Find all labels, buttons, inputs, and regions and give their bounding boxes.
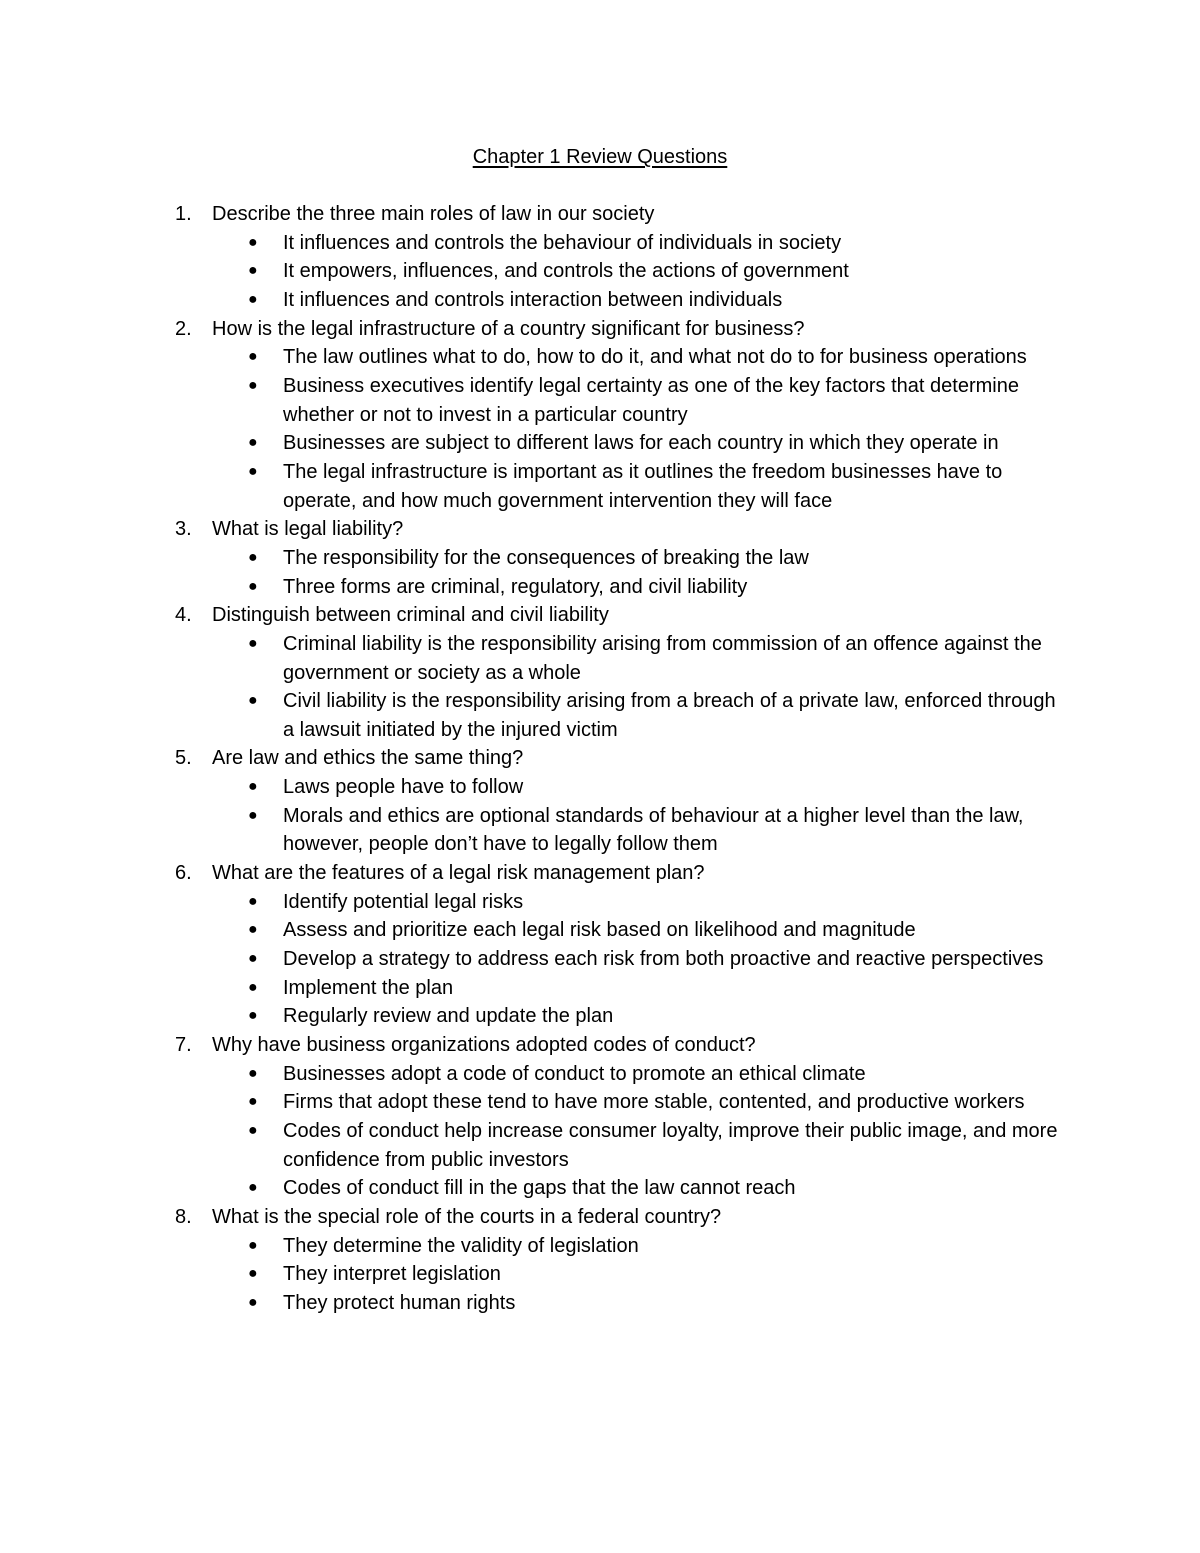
- answer-text: The legal infrastructure is important as it outlines the freedom businesses have to operate, and how much government intervention they will face: [283, 460, 1003, 512]
- answer-text: Civil liability is the responsibility arising from a breach of a private law, enforced through a lawsuit initiated by the injured victim: [283, 690, 1056, 741]
- answer-text: It influences and controls the behaviour of individuals in society: [283, 231, 842, 254]
- answer-text: Develop a strategy to address each risk from both proactive and reactive perspectives: [283, 948, 1044, 971]
- answer-item: [0, 1088, 1068, 1117]
- answer-text: The law outlines what to do, how to do it, and what not do to for business operations: [283, 346, 1027, 369]
- bullet-icon: ●: [248, 376, 258, 394]
- answer-text: They interpret legislation: [283, 1263, 501, 1286]
- answer-item: [0, 1117, 1068, 1174]
- question-number: 8.: [175, 1205, 192, 1228]
- bullet-icon: ●: [248, 634, 258, 652]
- answer-text: It empowers, influences, and controls the actions of government: [283, 260, 849, 283]
- bullet-icon: ●: [248, 348, 258, 366]
- question-item: [0, 315, 1200, 516]
- answer-item: [0, 257, 1068, 286]
- question-line: [0, 315, 1092, 344]
- answer-text: Laws people have to follow: [283, 776, 524, 799]
- bullet-icon: ●: [248, 950, 258, 968]
- question-number: 6.: [175, 862, 192, 885]
- answer-text: Businesses adopt a code of conduct to promote an ethical climate: [283, 1062, 866, 1085]
- answer-item: [0, 687, 1068, 744]
- answer-item: [0, 974, 1068, 1003]
- answer-item: [0, 945, 1068, 974]
- answer-text: They determine the validity of legislation: [283, 1234, 639, 1257]
- answer-text: Implement the plan: [283, 976, 454, 999]
- bullet-icon: ●: [248, 1236, 258, 1254]
- answer-text: The responsibility for the consequences of breaking the law: [283, 546, 809, 569]
- answer-item: [0, 802, 1068, 859]
- bullet-icon: ●: [248, 1179, 258, 1197]
- question-number: 4.: [175, 604, 192, 627]
- answer-item: [0, 888, 1068, 917]
- question-line: [0, 515, 1092, 544]
- bullet-icon: ●: [248, 892, 258, 910]
- bullet-icon: ●: [248, 692, 258, 710]
- question-line: [0, 200, 1092, 229]
- answer-list: [0, 630, 1200, 745]
- question-line: [0, 601, 1092, 630]
- bullet-icon: ●: [248, 1265, 258, 1283]
- question-number: 1.: [175, 203, 192, 225]
- answer-item: [0, 573, 1068, 602]
- question-number: 7.: [175, 1034, 192, 1057]
- bullet-icon: ●: [248, 778, 258, 796]
- answer-text: Codes of conduct fill in the gaps that the law cannot reach: [283, 1177, 796, 1200]
- question-text: Describe the three main roles of law in our society: [212, 203, 655, 225]
- answer-list: [0, 888, 1200, 1031]
- question-text: Why have business organizations adopted codes of conduct?: [212, 1034, 756, 1057]
- question-item: [0, 859, 1200, 1031]
- answer-item: [0, 916, 1068, 945]
- question-text: What is legal liability?: [212, 518, 404, 541]
- answer-item: [0, 1232, 1068, 1261]
- answer-text: Businesses are subject to different laws for each country in which they operate in: [283, 432, 999, 455]
- answer-item: [0, 1289, 1068, 1318]
- question-item: [0, 601, 1200, 744]
- answer-item: [0, 372, 1068, 429]
- question-line: [0, 1031, 1092, 1060]
- answer-item: [0, 429, 1068, 458]
- answer-list: [0, 343, 1200, 515]
- question-line: [0, 744, 1092, 773]
- bullet-icon: ●: [248, 921, 258, 939]
- answer-text: Regularly review and update the plan: [283, 1005, 614, 1028]
- answer-text: It influences and controls interaction between individuals: [283, 288, 783, 311]
- bullet-icon: ●: [248, 1122, 258, 1139]
- question-text: Are law and ethics the same thing?: [212, 747, 524, 770]
- answer-item: [0, 343, 1068, 372]
- answer-text: Firms that adopt these tend to have more stable, contented, and productive workers: [283, 1091, 1025, 1114]
- answer-text: Assess and prioritize each legal risk based on likelihood and magnitude: [283, 919, 916, 942]
- bullet-icon: ●: [248, 1293, 258, 1311]
- question-number: 2.: [175, 317, 192, 340]
- question-line: [0, 1203, 1092, 1232]
- bullet-icon: ●: [248, 434, 258, 452]
- answer-item: [0, 1174, 1068, 1203]
- answer-item: [0, 544, 1068, 573]
- bullet-icon: ●: [248, 577, 258, 595]
- question-text: Distinguish between criminal and civil liability: [212, 604, 609, 627]
- question-text: What are the features of a legal risk management plan?: [212, 862, 705, 885]
- answer-text: Business executives identify legal certainty as one of the key factors that determine whether or not to invest in a particular country: [283, 374, 1019, 426]
- answer-item: [0, 1260, 1068, 1289]
- answer-item: [0, 458, 1068, 515]
- bullet-icon: ●: [248, 1093, 258, 1111]
- answer-text: Three forms are criminal, regulatory, and civil liability: [283, 575, 748, 598]
- question-number: 3.: [175, 518, 192, 541]
- answer-text: Morals and ethics are optional standards of behaviour at a higher level than the law, however, people don’t have to legally follow them: [283, 804, 1024, 856]
- answer-list: [0, 773, 1200, 859]
- bullet-icon: ●: [248, 262, 258, 280]
- bullet-icon: ●: [248, 233, 258, 251]
- question-item: [0, 1031, 1200, 1203]
- questions-list: [0, 200, 1200, 1318]
- answer-item: [0, 773, 1068, 802]
- page-title: Chapter 1 Review Questions: [472, 146, 728, 168]
- answer-list: [0, 544, 1200, 601]
- question-item: [0, 744, 1200, 859]
- answer-item: [0, 630, 1068, 687]
- bullet-icon: ●: [248, 1007, 258, 1025]
- answer-list: [0, 229, 1200, 315]
- bullet-icon: ●: [248, 978, 258, 996]
- bullet-icon: ●: [248, 290, 258, 308]
- bullet-icon: ●: [248, 1064, 258, 1082]
- question-item: [0, 200, 1200, 315]
- answer-item: [0, 1060, 1068, 1089]
- answer-text: They protect human rights: [283, 1291, 516, 1314]
- bullet-icon: ●: [248, 806, 258, 824]
- answer-item: [0, 1002, 1068, 1031]
- answer-list: [0, 1060, 1200, 1203]
- answer-item: [0, 286, 1068, 315]
- question-item: [0, 515, 1200, 601]
- answer-item: [0, 229, 1068, 258]
- bullet-icon: ●: [248, 462, 258, 480]
- answer-text: Codes of conduct help increase consumer loyalty, improve their public image, and more confidence from public investors: [283, 1120, 1058, 1171]
- question-number: 5.: [175, 747, 192, 770]
- question-item: [0, 1203, 1200, 1318]
- answer-list: [0, 1232, 1200, 1318]
- question-line: [0, 859, 1092, 888]
- answer-text: Identify potential legal risks: [283, 890, 524, 913]
- bullet-icon: ●: [248, 548, 258, 566]
- question-text: What is the special role of the courts in a federal country?: [212, 1205, 722, 1228]
- question-text: How is the legal infrastructure of a country significant for business?: [212, 317, 805, 340]
- answer-text: Criminal liability is the responsibility arising from commission of an offence against the government or society as a whole: [283, 632, 1042, 684]
